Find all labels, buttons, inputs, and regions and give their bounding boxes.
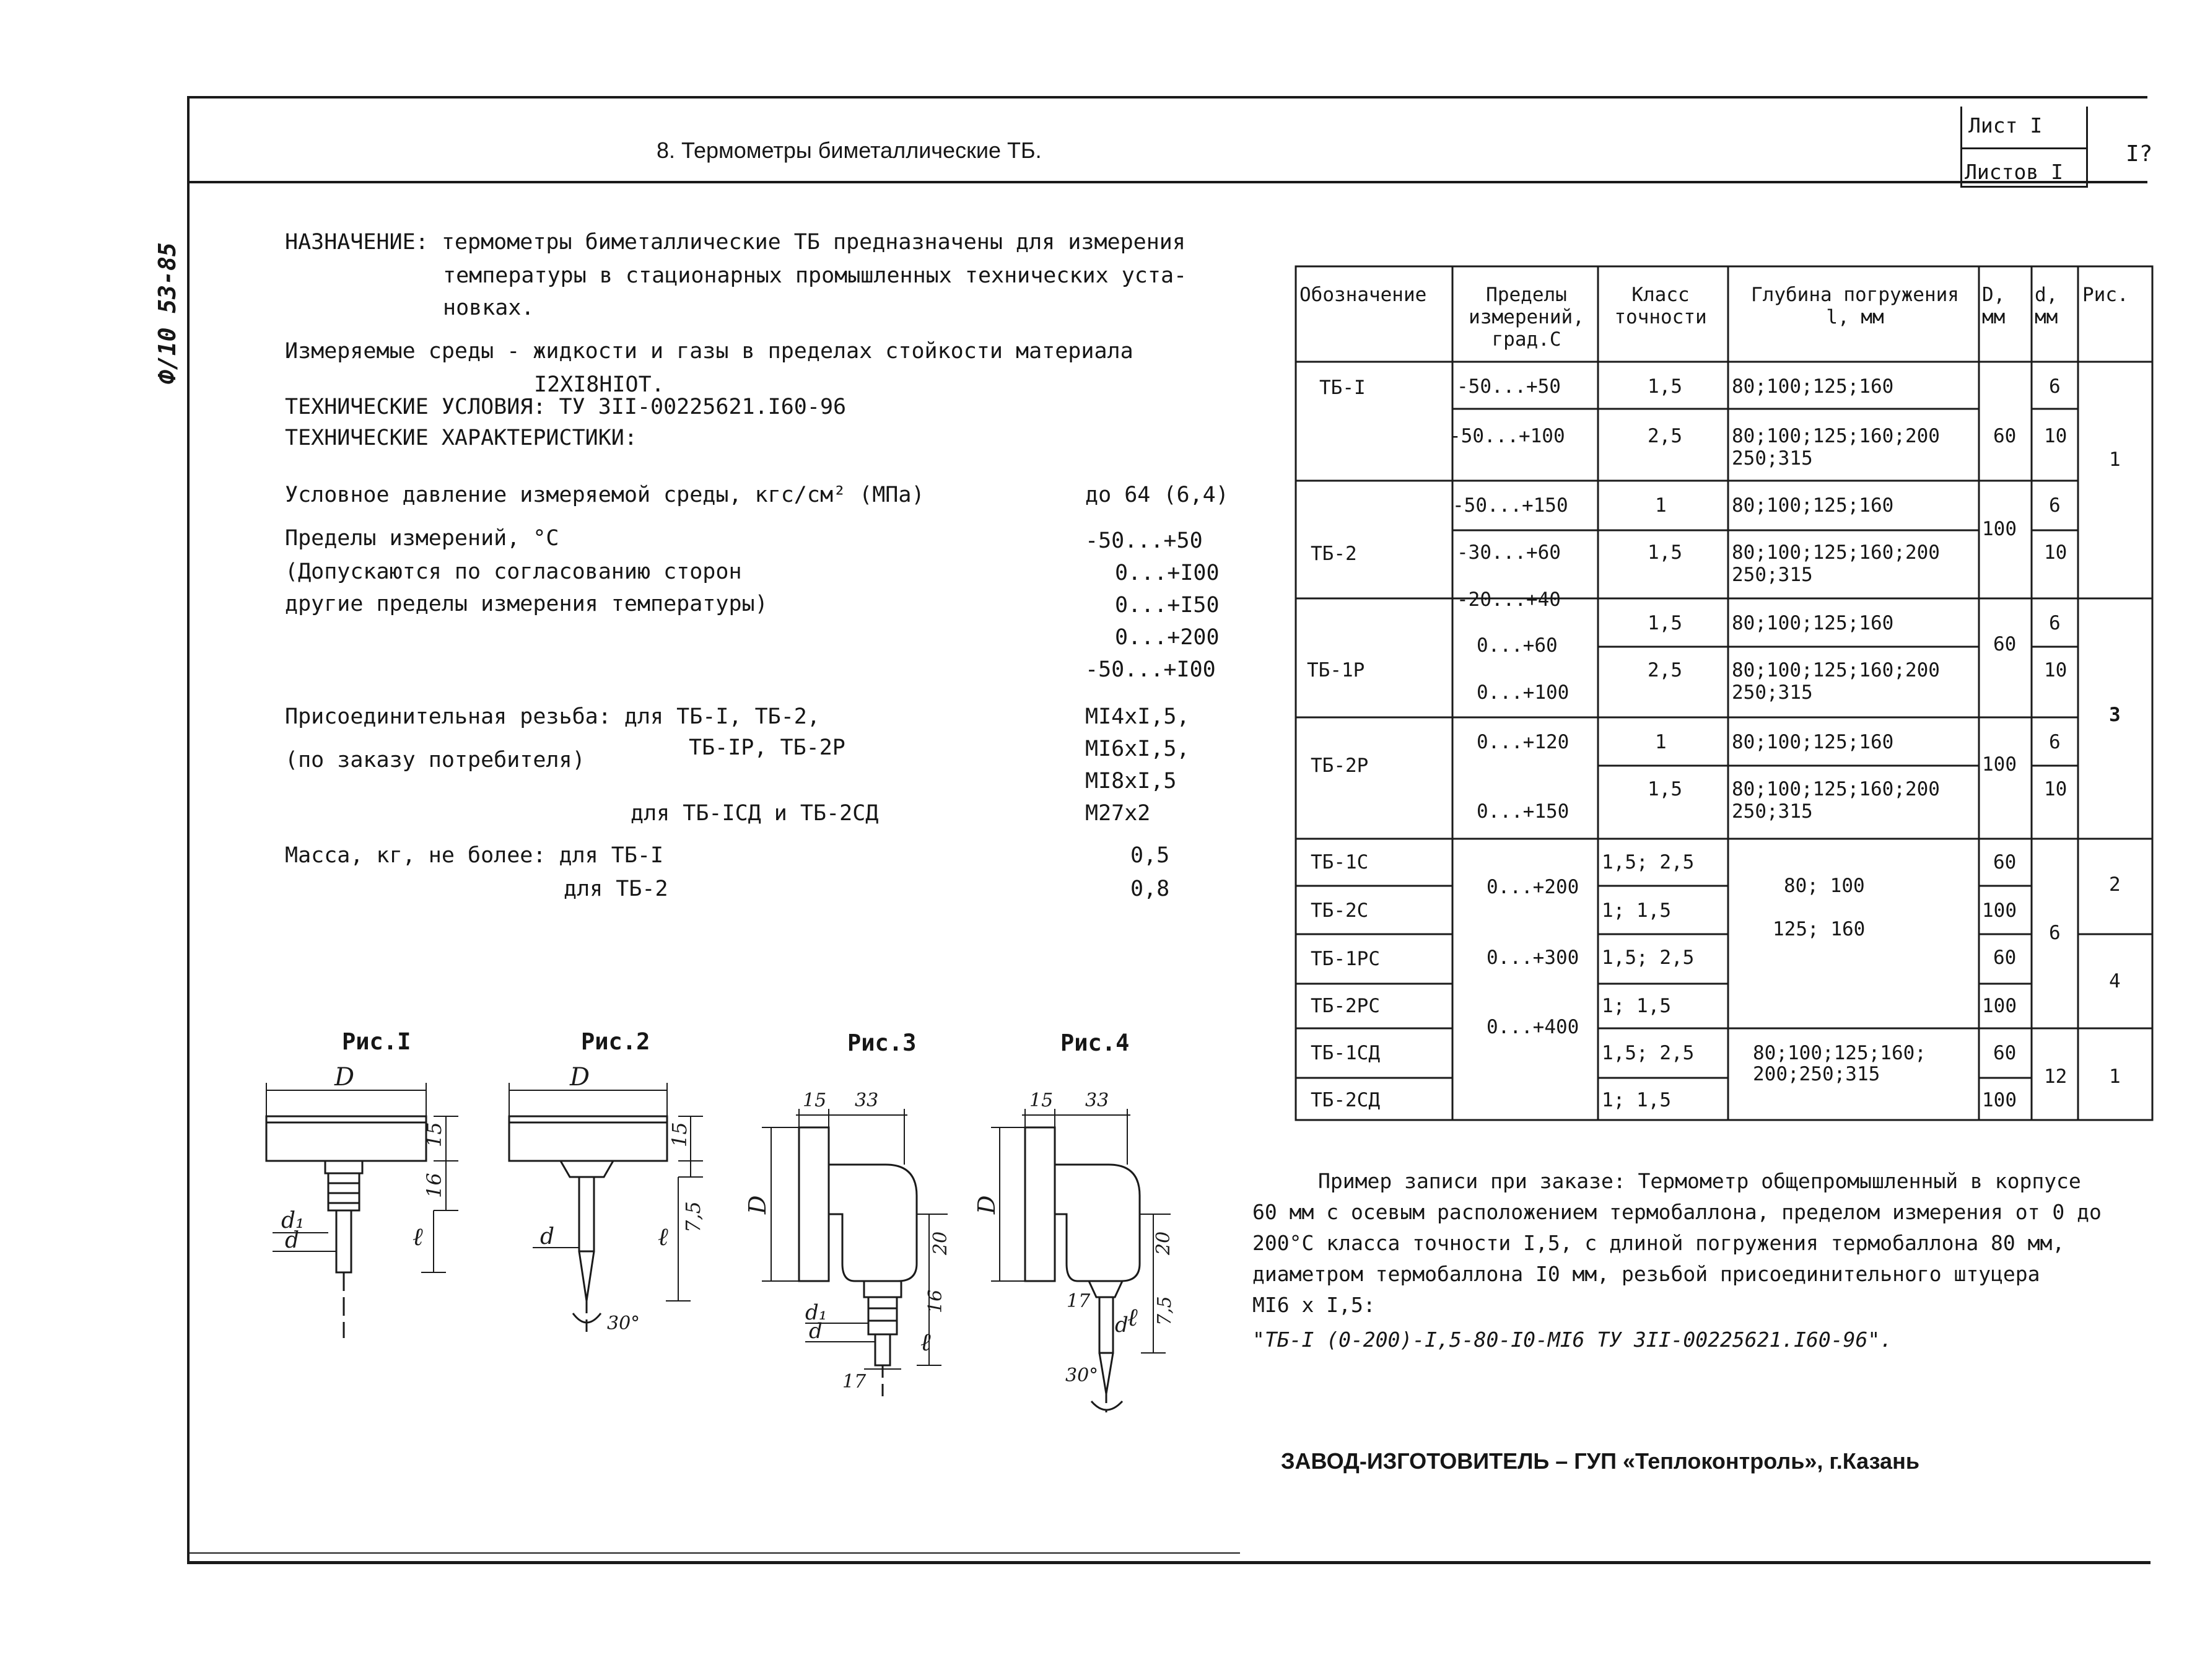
- th-limits: Пределы измерений, град.С: [1469, 284, 1584, 351]
- cell-r4-d: 10: [2044, 541, 2068, 564]
- fig2-dim-l: ℓ: [658, 1223, 668, 1251]
- cell-r3-d: 6: [2049, 494, 2061, 517]
- cell-r8-lim: 0...+150: [1477, 800, 1570, 823]
- cell-r9-D: 60: [1993, 851, 2017, 873]
- cell-r4-D: 100: [1982, 518, 2017, 540]
- th-designation: Обозначение: [1299, 284, 1427, 306]
- fig4-dim-l: ℓ: [1127, 1303, 1138, 1332]
- cell-r14-D: 100: [1982, 1089, 2017, 1111]
- cell-r10-depth2: 125; 160: [1773, 918, 1866, 940]
- th-d: d, мм: [2035, 284, 2058, 328]
- cell-tb1p-name: ТБ-1Р: [1307, 659, 1365, 681]
- cell-r8-depth2: 250;315: [1732, 800, 1813, 823]
- fig1-dim-16: 16: [422, 1173, 446, 1198]
- cell-r6-D: 60: [1993, 633, 2017, 655]
- cell-r1-lim: -50...+50: [1457, 375, 1561, 398]
- cell-r6-depth2: 250;315: [1732, 681, 1813, 704]
- fig3-dim-15: 15: [803, 1090, 827, 1111]
- cell-r13-depth2: 200;250;315: [1753, 1063, 1880, 1085]
- cell-r13-lim: 0...+400: [1487, 1016, 1579, 1038]
- cell-r2-fig: 1: [2109, 448, 2121, 471]
- fig4-dim-20: 20: [1153, 1231, 1174, 1255]
- fig2-dim-15: 15: [668, 1122, 691, 1147]
- cell-r3-cls: 1: [1655, 494, 1667, 517]
- cell-r4-depth1: 80;100;125;160;200: [1732, 541, 1940, 564]
- side-code: Ф/10 53-85: [154, 242, 181, 384]
- tech-characteristics: ТЕХНИЧЕСКИЕ ХАРАКТЕРИСТИКИ:: [285, 426, 637, 450]
- sheet-label: Лист I: [1968, 113, 2043, 138]
- order-line-3: 200°С класса точности I,5, с длиной погружения термобаллона 80 мм,: [1252, 1231, 2065, 1255]
- fig2-dim-D: D: [570, 1063, 590, 1092]
- fig4-dim-17: 17: [1067, 1290, 1091, 1312]
- cell-r4-depth2: 250;315: [1732, 564, 1813, 586]
- cell-r6-lim2: 0...+100: [1477, 681, 1570, 704]
- cell-r4-cls: 1,5: [1648, 541, 1682, 564]
- cell-r6-d: 10: [2044, 659, 2068, 681]
- fig3-dim-20: 20: [930, 1231, 951, 1255]
- cell-r1-depth: 80;100;125;160: [1732, 375, 1894, 398]
- cell-r11-cls: 1,5; 2,5: [1602, 947, 1695, 969]
- cell-r10-lim: 0...+200: [1487, 876, 1579, 898]
- cell-r5-d: 6: [2049, 612, 2061, 634]
- cell-r10-D: 100: [1982, 899, 2017, 922]
- pressure-value: до 64 (6,4): [1085, 483, 1229, 507]
- media-line-2: I2XI8HIOT.: [534, 372, 665, 397]
- cell-r3-depth: 80;100;125;160: [1732, 494, 1894, 517]
- purpose-line-1: НАЗНАЧЕНИЕ: термометры биметаллические ТБ предназначены для измерения: [285, 230, 1186, 255]
- cell-r14-cls: 1; 1,5: [1602, 1089, 1671, 1111]
- cell-r7-d: 6: [2049, 731, 2061, 753]
- figure-3-label: Рис.3: [847, 1030, 917, 1056]
- cell-r4-lim: -30...+60: [1457, 541, 1561, 564]
- cell-r8-depth1: 80;100;125;160;200: [1732, 778, 1940, 800]
- thread-label-1: Присоединительная резьба: для ТБ-I, ТБ-2,: [285, 704, 820, 729]
- limits-value-4: 0...+200: [1115, 625, 1220, 650]
- fig4-dim-D: D: [973, 1195, 1000, 1214]
- order-line-6: "ТБ-I (0-200)-I,5-80-I0-MI6 ТУ 3II-00225621.I60-96".: [1252, 1328, 1893, 1352]
- figure-1-label: Рис.I: [342, 1028, 411, 1055]
- fig1-dim-d: d: [285, 1228, 300, 1253]
- cell-r2-d: 10: [2044, 425, 2068, 447]
- cell-tb2-name: ТБ-2: [1311, 543, 1357, 565]
- cell-r10-depth1: 80; 100: [1784, 875, 1865, 897]
- thread-value-2: MI6xI,5,: [1085, 737, 1190, 761]
- fig2-dim-angle: 30°: [607, 1313, 640, 1334]
- figure-2-label: Рис.2: [581, 1028, 650, 1055]
- mass-label-1: Масса, кг, не более: для ТБ-I: [285, 843, 664, 868]
- order-line-1: Пример записи при заказе: Термометр общепромышленный в корпусе: [1318, 1169, 2081, 1193]
- cell-tb2cd-name: ТБ-2СД: [1311, 1089, 1380, 1111]
- cell-r1-d: 6: [2049, 375, 2061, 398]
- cell-r13-cls: 1,5; 2,5: [1602, 1042, 1695, 1064]
- cell-r11-D: 60: [1993, 947, 2017, 969]
- media-line-1: Измеряемые среды - жидкости и газы в пределах стойкости материала: [285, 339, 1133, 364]
- cell-r13-D: 60: [1993, 1042, 2017, 1064]
- cell-r8-D: 100: [1982, 753, 2017, 776]
- cell-r2-lim: -50...+100: [1449, 425, 1565, 447]
- pressure-label: Условное давление измеряемой среды, кгс/см² (МПа): [285, 483, 925, 507]
- order-line-5: MI6 x I,5:: [1252, 1293, 1376, 1317]
- order-line-4: диаметром термобаллона I0 мм, резьбой присоединительного штуцера: [1252, 1262, 2040, 1286]
- cell-r2-depth1: 80;100;125;160;200: [1732, 425, 1940, 447]
- fig3-dim-17: 17: [842, 1371, 867, 1393]
- fig2-dim-d: d: [540, 1224, 555, 1249]
- cell-tb2pc-name: ТБ-2РС: [1311, 995, 1380, 1017]
- figure-4-label: Рис.4: [1060, 1030, 1130, 1056]
- limits-value-5: -50...+I00: [1085, 657, 1216, 682]
- cell-r10-d: 6: [2049, 922, 2061, 944]
- cell-r13-depth1: 80;100;125;160;: [1753, 1042, 1926, 1064]
- fig2-dim-75: 7,5: [681, 1201, 705, 1233]
- cell-tb2c-name: ТБ-2С: [1311, 899, 1369, 922]
- tech-conditions: ТЕХНИЧЕСКИЕ УСЛОВИЯ: ТУ 3II-00225621.I60-96: [285, 395, 847, 419]
- cell-tb1c-name: ТБ-1С: [1311, 851, 1369, 873]
- cell-r11-lim: 0...+300: [1487, 947, 1579, 969]
- cell-r5-depth: 80;100;125;160: [1732, 612, 1894, 634]
- page-title: 8. Термометры биметаллические ТБ.: [657, 138, 1042, 163]
- limits-label-1: Пределы измерений, °С: [285, 526, 559, 551]
- sheets-label: Листов I: [1965, 160, 2063, 184]
- th-depth: Глубина погружения l, мм: [1751, 284, 1959, 328]
- cell-r7-depth: 80;100;125;160: [1732, 731, 1894, 753]
- limits-label-2: (Допускаются по согласованию сторон: [285, 559, 742, 584]
- fig1-dim-D: D: [334, 1063, 355, 1092]
- cell-r5-lim: -20...+40: [1457, 588, 1561, 611]
- cell-r12-cls: 1; 1,5: [1602, 995, 1671, 1017]
- limits-value-3: 0...+I50: [1115, 593, 1220, 618]
- fig3-dim-d: d: [809, 1319, 823, 1344]
- cell-r8-d: 10: [2044, 778, 2068, 800]
- cell-r8-cls: 1,5: [1648, 778, 1682, 800]
- fig3-dim-33: 33: [855, 1090, 879, 1111]
- thread-label-3: для ТБ-IСД и ТБ-2СД: [631, 801, 879, 826]
- limits-label-3: другие пределы измерения температуры): [285, 592, 768, 616]
- limits-value-1: -50...+50: [1085, 528, 1203, 553]
- thread-value-4: M27x2: [1085, 801, 1151, 826]
- thread-value-3: MI8xI,5: [1085, 769, 1177, 794]
- fig3-dim-l: ℓ: [920, 1328, 931, 1357]
- fig1-dim-15: 15: [422, 1122, 446, 1147]
- fig3-dim-D: D: [744, 1195, 771, 1214]
- fig3-dim-16: 16: [925, 1289, 946, 1313]
- mass-label-2: для ТБ-2: [564, 877, 668, 901]
- fig1-dim-d1: d₁: [281, 1208, 305, 1233]
- cell-r1-cls: 1,5: [1648, 375, 1682, 398]
- cell-tb1-name: ТБ-I: [1319, 377, 1366, 399]
- cell-r13-fig: 1: [2109, 1065, 2121, 1088]
- cell-r7-cls: 1: [1655, 731, 1667, 753]
- cell-r2-depth2: 250;315: [1732, 447, 1813, 470]
- fig4-dim-d: d: [1115, 1313, 1129, 1337]
- order-line-2: 60 мм с осевым расположением термобаллона, пределом измерения от 0 до: [1252, 1200, 2102, 1224]
- cell-r6-fig: 3: [2109, 704, 2121, 726]
- purpose-line-2: температуры в стационарных промышленных технических уста-: [443, 263, 1187, 288]
- cell-r9-cls: 1,5; 2,5: [1602, 851, 1695, 873]
- cell-r3-lim: -50...+150: [1452, 494, 1568, 517]
- cell-r10-cls: 1; 1,5: [1602, 899, 1671, 922]
- cell-r6-depth1: 80;100;125;160;200: [1732, 659, 1940, 681]
- th-D: D, мм: [1982, 284, 2006, 328]
- cell-r6-lim1: 0...+60: [1477, 634, 1558, 657]
- cell-r7-lim: 0...+120: [1477, 731, 1570, 753]
- fig1-dim-l: ℓ: [413, 1223, 423, 1251]
- cell-tb1pc-name: ТБ-1РС: [1311, 948, 1380, 970]
- fig4-dim-15: 15: [1029, 1090, 1054, 1111]
- cell-r2-cls: 2,5: [1648, 425, 1682, 447]
- thread-label-2b: ТБ-IP, ТБ-2P: [689, 735, 845, 760]
- fig4-dim-33: 33: [1085, 1090, 1109, 1111]
- cell-r2-D: 60: [1993, 425, 2017, 447]
- mass-value-2: 0,8: [1130, 877, 1170, 901]
- thread-value-1: MI4xI,5,: [1085, 704, 1190, 729]
- purpose-line-3: новках.: [443, 295, 535, 320]
- th-class: Класс точности: [1614, 284, 1707, 328]
- page-number: I?: [2126, 141, 2153, 167]
- manufacturer: ЗАВОД-ИЗГОТОВИТЕЛЬ – ГУП «Теплоконтроль», г.Казань: [1281, 1448, 1919, 1474]
- cell-r6-cls: 2,5: [1648, 659, 1682, 681]
- cell-tb1cd-name: ТБ-1СД: [1311, 1042, 1380, 1064]
- cell-tb2p-name: ТБ-2Р: [1311, 755, 1369, 777]
- cell-r11-fig: 4: [2109, 970, 2121, 992]
- cell-r9-fig: 2: [2109, 873, 2121, 896]
- thread-label-2: (по заказу потребителя): [285, 748, 585, 772]
- cell-r12-D: 100: [1982, 995, 2017, 1017]
- cell-r13-d: 12: [2044, 1065, 2068, 1088]
- limits-value-2: 0...+I00: [1115, 561, 1220, 585]
- fig4-dim-75: 7,5: [1154, 1296, 1176, 1326]
- fig3-dim-d1: d₁: [805, 1300, 827, 1325]
- mass-value-1: 0,5: [1130, 843, 1170, 868]
- cell-r5-cls: 1,5: [1648, 612, 1682, 634]
- fig4-dim-angle: 30°: [1065, 1365, 1099, 1386]
- th-fig: Рис.: [2082, 284, 2129, 306]
